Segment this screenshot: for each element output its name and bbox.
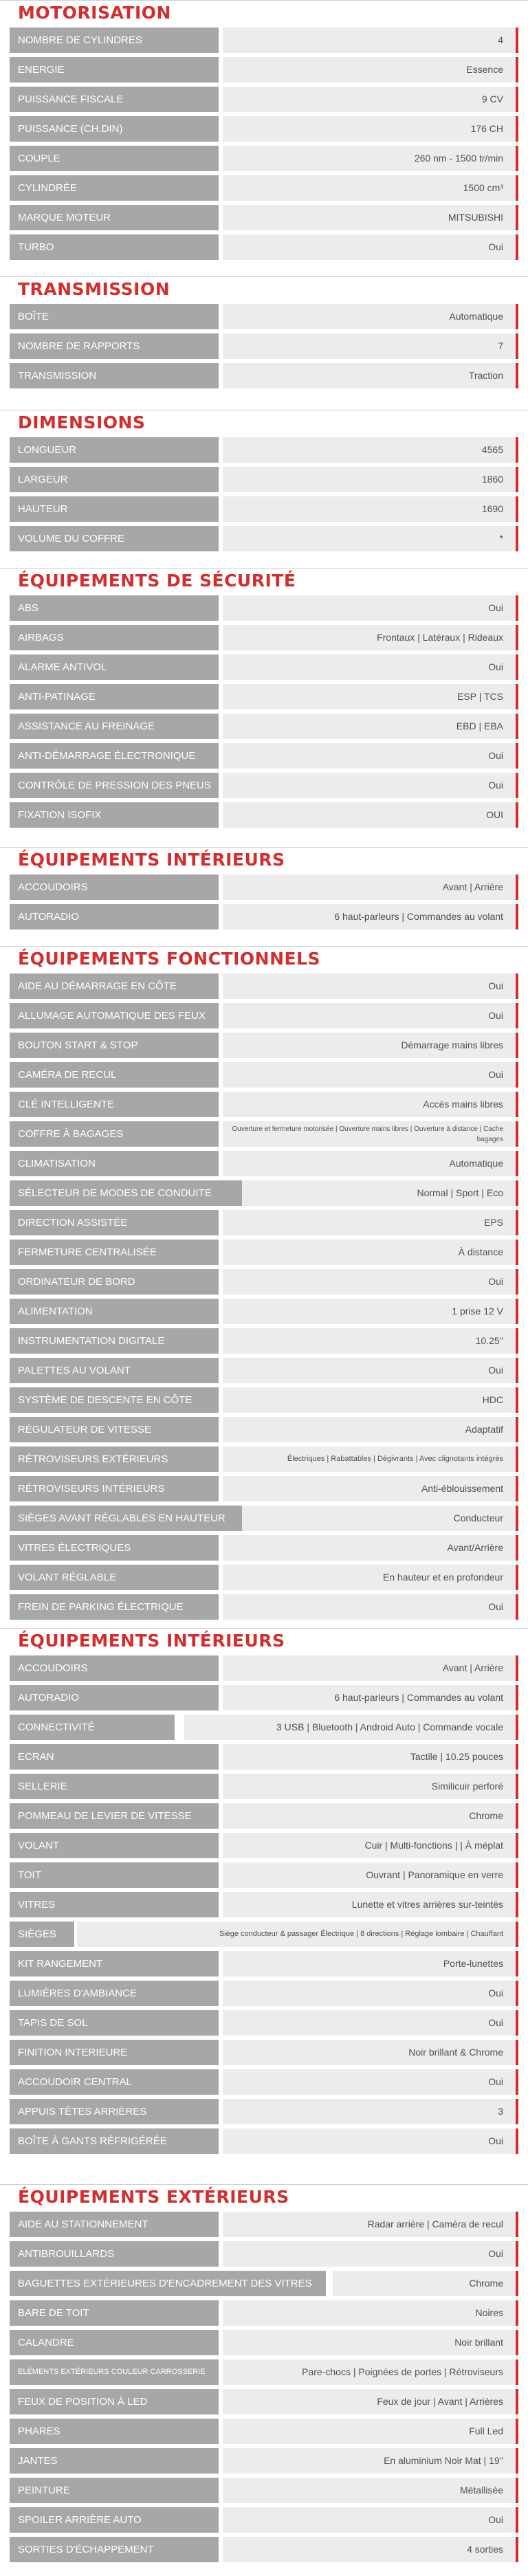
spec-value: 6 haut-parleurs | Commandes au volant xyxy=(223,904,518,929)
spec-row xyxy=(0,1592,528,1622)
spec-value: Automatique xyxy=(223,1151,518,1176)
section-6 xyxy=(0,1628,528,2156)
spec-label: ALIMENTATION xyxy=(10,1299,219,1324)
spec-row xyxy=(0,1178,528,1208)
spec-value: 9 CV xyxy=(223,87,518,112)
spec-row xyxy=(0,1890,528,1919)
spec-label: ALLUMAGE AUTOMATIQUE DES FEUX xyxy=(10,1003,219,1028)
spec-label: LUMIÈRES D'AMBIANCE xyxy=(10,1981,219,2006)
spec-label: PEINTURE xyxy=(10,2478,219,2503)
spec-label: ORDINATEUR DE BORD xyxy=(10,1269,219,1295)
spec-label: AIDE AU DÉMARRAGE EN CÔTE xyxy=(10,973,219,999)
spec-row xyxy=(0,1919,528,1949)
spec-label: ANTIBROUILLARDS xyxy=(10,2241,219,2267)
spec-row xyxy=(0,2239,528,2269)
section-title: ÉQUIPEMENTS FONCTIONNELS xyxy=(0,946,528,971)
spec-row xyxy=(0,1563,528,1592)
spec-value: Lunette et vitres arrières sur-teintés xyxy=(223,1892,518,1917)
spec-value: Normal | Sport | Eco xyxy=(242,1180,518,1206)
spec-row xyxy=(0,971,528,1001)
spec-value: Anti-éblouissement xyxy=(223,1476,518,1501)
spec-label: HAUTEUR xyxy=(10,496,219,522)
spec-label: SORTIES D'ÉCHAPPEMENT xyxy=(10,2537,219,2562)
spec-value: Siège conducteur & passager Électrique | 8 directions | Réglage lombaire | Chauffant xyxy=(77,1922,518,1947)
section-5 xyxy=(0,946,528,1622)
spec-label: LARGEUR xyxy=(10,467,219,492)
spec-value: 4 xyxy=(223,27,518,53)
spec-row xyxy=(0,2067,528,2097)
spec-label: NOMBRE DE RAPPORTS xyxy=(10,333,219,359)
spec-value: Oui xyxy=(223,2241,518,2267)
spec-value: Feux de jour | Avant | Arrières xyxy=(223,2389,518,2414)
spec-value: Démarrage mains libres xyxy=(223,1033,518,1058)
spec-value: En hauteur et en profondeur xyxy=(223,1565,518,1590)
spec-row xyxy=(0,1237,528,1267)
spec-value: Oui xyxy=(223,654,518,680)
spec-row xyxy=(0,652,528,682)
spec-value: Oui xyxy=(223,743,518,769)
spec-value: Oui xyxy=(223,595,518,621)
section-7 xyxy=(0,2184,528,2564)
spec-value: En aluminium Noir Mat | 19'' xyxy=(223,2448,518,2474)
section-0 xyxy=(0,0,528,262)
spec-row xyxy=(0,2417,528,2446)
spec-label: FIXATION ISOFIX xyxy=(10,802,219,828)
spec-value: Oui xyxy=(223,2069,518,2095)
spec-row xyxy=(0,682,528,712)
spec-label: ALARME ANTIVOL xyxy=(10,654,219,680)
spec-value: Oui xyxy=(223,973,518,999)
spec-row xyxy=(0,1653,528,1683)
spec-row xyxy=(0,1060,528,1090)
spec-row xyxy=(0,1149,528,1178)
spec-row xyxy=(0,232,528,262)
section-2 xyxy=(0,410,528,553)
spec-label: SPOILER ARRIÈRE AUTO xyxy=(10,2507,219,2533)
section-title: ÉQUIPEMENTS INTÉRIEURS xyxy=(0,847,528,872)
spec-row xyxy=(0,465,528,494)
spec-row xyxy=(0,623,528,652)
spec-value: Oui xyxy=(223,1358,518,1383)
spec-row xyxy=(0,593,528,623)
spec-label: COUPLE xyxy=(10,146,219,171)
spec-label: ACCOUDOIRS xyxy=(10,874,219,900)
spec-value: Oui xyxy=(223,2128,518,2154)
spec-row xyxy=(0,872,528,902)
spec-label: SIÈGES AVANT RÉGLABLES EN HAUTEUR xyxy=(10,1506,243,1531)
spec-value: OUI xyxy=(223,802,518,828)
spec-value: Oui xyxy=(223,1594,518,1620)
spec-label: AIRBAGS xyxy=(10,625,219,650)
spec-label: LONGUEUR xyxy=(10,437,219,463)
spec-value: 1500 cm³ xyxy=(223,175,518,201)
spec-label: BARE DE TOIT xyxy=(10,2300,219,2326)
spec-label: TAPIS DE SOL xyxy=(10,2010,219,2036)
spec-row xyxy=(0,771,528,800)
section-title: DIMENSIONS xyxy=(0,410,528,435)
spec-value: Électriques | Rabattables | Dégivrants | Avec clignotants intégrés xyxy=(223,1446,518,1472)
spec-value: EPS xyxy=(223,1210,518,1235)
spec-row xyxy=(0,1831,528,1860)
section-title: ÉQUIPEMENTS EXTÉRIEURS xyxy=(0,2184,528,2210)
spec-value: 1860 xyxy=(223,467,518,492)
spec-row xyxy=(0,1713,528,1742)
spec-label: PUISSANCE (CH.DIN) xyxy=(10,116,219,142)
spec-label: BOUTON START & STOP xyxy=(10,1033,219,1058)
spec-value: Frontaux | Latéraux | Rideaux xyxy=(223,625,518,650)
spec-label: BOÎTE xyxy=(10,304,219,329)
spec-label: CLÉ INTELLIGENTE xyxy=(10,1092,219,1117)
spec-row xyxy=(0,800,528,830)
spec-value: HDC xyxy=(223,1387,518,1413)
spec-value: 1 prise 12 V xyxy=(223,1299,518,1324)
spec-value: Cuir | Multi-fonctions | | À méplat xyxy=(223,1833,518,1858)
spec-value: ESP | TCS xyxy=(223,684,518,709)
spec-label: BOÎTE À GANTS RÉFRIGÉRÉE xyxy=(10,2128,219,2154)
spec-value: À distance xyxy=(223,1240,518,1265)
spec-value: Tactile | 10.25 pouces xyxy=(223,1744,518,1770)
spec-value: Chrome xyxy=(223,1803,518,1829)
spec-value: Noir brillant xyxy=(223,2330,518,2355)
spec-row xyxy=(0,1208,528,1237)
spec-label: RÉGULATEUR DE VITESSE xyxy=(10,1417,219,1442)
spec-row xyxy=(0,1979,528,2008)
spec-value: 4 sorties xyxy=(223,2537,518,2562)
spec-row xyxy=(0,1949,528,1979)
spec-value: MITSUBISHI xyxy=(223,205,518,230)
spec-label: CONTRÔLE DE PRESSION DES PNEUS xyxy=(10,773,219,798)
spec-row xyxy=(0,902,528,932)
spec-label: VOLUME DU COFFRE xyxy=(10,526,219,551)
spec-row xyxy=(0,712,528,741)
spec-row xyxy=(0,1533,528,1563)
spec-row xyxy=(0,2328,528,2357)
spec-value: 1690 xyxy=(223,496,518,522)
spec-row xyxy=(0,2210,528,2239)
spec-label: COFFRE À BAGAGES xyxy=(10,1121,219,1147)
spec-row xyxy=(0,2446,528,2476)
spec-label: VOLANT xyxy=(10,1833,219,1858)
spec-label: TOIT xyxy=(10,1862,219,1888)
spec-row xyxy=(0,144,528,173)
spec-row xyxy=(0,1504,528,1533)
spec-row xyxy=(0,331,528,361)
spec-row xyxy=(0,302,528,331)
spec-row xyxy=(0,1119,528,1149)
spec-label: ACCOUDOIR CENTRAL xyxy=(10,2069,219,2095)
spec-row xyxy=(0,2097,528,2126)
section-1 xyxy=(0,276,528,390)
spec-value: Oui xyxy=(223,1269,518,1295)
spec-value: Oui xyxy=(223,234,518,260)
spec-value: 3 xyxy=(223,2099,518,2124)
spec-label: FREIN DE PARKING ÉLECTRIQUE xyxy=(10,1594,219,1620)
spec-label: ASSISTANCE AU FREINAGE xyxy=(10,714,219,739)
spec-value: Oui xyxy=(223,773,518,798)
spec-label: INSTRUMENTATION DIGITALE xyxy=(10,1328,219,1354)
spec-label: SELLERIE xyxy=(10,1774,219,1799)
spec-label: ABS xyxy=(10,595,219,621)
spec-row xyxy=(0,2505,528,2535)
spec-row xyxy=(0,1297,528,1326)
spec-label: POMMEAU DE LEVIER DE VITESSE xyxy=(10,1803,219,1829)
spec-value: Essence xyxy=(223,57,518,82)
spec-label: FINITION INTERIEURE xyxy=(10,2040,219,2065)
spec-row xyxy=(0,1772,528,1801)
spec-label: RÉTROVISEURS INTÉRIEURS xyxy=(10,1476,219,1501)
spec-value: Noir brillant & Chrome xyxy=(223,2040,518,2065)
spec-row xyxy=(0,114,528,144)
spec-row xyxy=(0,1683,528,1713)
spec-value: 260 nm - 1500 tr/min xyxy=(223,146,518,171)
spec-value: Avant/Arrière xyxy=(223,1535,518,1561)
spec-row xyxy=(0,361,528,390)
section-title: ÉQUIPEMENTS INTÉRIEURS xyxy=(0,1628,528,1653)
spec-value: Ouverture et fermeture motorisée | Ouverture mains libres | Ouverture à distance | Cache bagages xyxy=(223,1121,518,1147)
section-title: ÉQUIPEMENTS DE SÉCURITÉ xyxy=(0,568,528,593)
spec-value: 10.25'' xyxy=(223,1328,518,1354)
spec-label: SÉLECTEUR DE MODES DE CONDUITE xyxy=(10,1180,243,1206)
spec-row xyxy=(0,55,528,85)
spec-row xyxy=(0,1326,528,1356)
spec-row xyxy=(0,1267,528,1297)
spec-row xyxy=(0,1801,528,1831)
spec-row xyxy=(0,524,528,553)
spec-value: Traction xyxy=(223,363,518,388)
spec-label: CONNECTIVITÉ xyxy=(10,1715,175,1740)
spec-value: * xyxy=(223,526,518,551)
spec-value: Avant | Arrière xyxy=(223,1655,518,1681)
spec-row xyxy=(0,1356,528,1385)
spec-label: PHARES xyxy=(10,2419,219,2444)
section-3 xyxy=(0,568,528,830)
spec-label: ANTI-PATINAGE xyxy=(10,684,219,709)
spec-label: PALETTES AU VOLANT xyxy=(10,1358,219,1383)
spec-label: KIT RANGEMENT xyxy=(10,1951,219,1977)
spec-row xyxy=(0,1742,528,1772)
spec-label: CYLINDRÉE xyxy=(10,175,219,201)
spec-value: Oui xyxy=(223,2507,518,2533)
spec-row xyxy=(0,2357,528,2387)
spec-label: JANTES xyxy=(10,2448,219,2474)
spec-label: AUTORADIO xyxy=(10,1685,219,1710)
spec-row xyxy=(0,2008,528,2038)
spec-value: Porte-lunettes xyxy=(223,1951,518,1977)
spec-label: VOLANT RÉGLABLE xyxy=(10,1565,219,1590)
spec-label: FEUX DE POSITION À LED xyxy=(10,2389,219,2414)
spec-row xyxy=(0,494,528,524)
spec-row xyxy=(0,2476,528,2505)
spec-value: Métallisée xyxy=(223,2478,518,2503)
spec-row xyxy=(0,1031,528,1060)
spec-label: APPUIS TÊTES ARRIÈRES xyxy=(10,2099,219,2124)
spec-label: TURBO xyxy=(10,234,219,260)
spec-row xyxy=(0,2387,528,2417)
spec-row xyxy=(0,85,528,114)
spec-row xyxy=(0,1385,528,1415)
spec-label: BAGUETTES EXTÉRIEURES D'ENCADREMENT DES VITRES xyxy=(10,2271,326,2296)
spec-value: Pare-chocs | Poignées de portes | Rétroviseurs xyxy=(223,2359,518,2385)
spec-row xyxy=(0,2535,528,2564)
spec-value: Noires xyxy=(223,2300,518,2326)
spec-label: CAMÉRA DE RECUL xyxy=(10,1062,219,1088)
spec-label: NOMBRE DE CYLINDRES xyxy=(10,27,219,53)
spec-value: Avant | Arrière xyxy=(223,874,518,900)
spec-value: Similicuir perforé xyxy=(223,1774,518,1799)
spec-row xyxy=(0,1090,528,1119)
spec-label: MARQUE MOTEUR xyxy=(10,205,219,230)
spec-row xyxy=(0,1474,528,1504)
spec-label: ENERGIE xyxy=(10,57,219,82)
spec-label: RÉTROVISEURS EXTÉRIEURS xyxy=(10,1446,219,1472)
spec-value: 4565 xyxy=(223,437,518,463)
spec-value: Oui xyxy=(223,1062,518,1088)
spec-row xyxy=(0,203,528,232)
spec-value: EBD | EBA xyxy=(223,714,518,739)
spec-label: AIDE AU STATIONNEMENT xyxy=(10,2212,219,2237)
spec-row xyxy=(0,2298,528,2328)
spec-value: Ouvrant | Panoramique en verre xyxy=(223,1862,518,1888)
spec-label: ECRAN xyxy=(10,1744,219,1770)
spec-label: ANTI-DÉMARRAGE ÉLECTRONIQUE xyxy=(10,743,219,769)
spec-value: Chrome xyxy=(333,2271,518,2296)
spec-label: CLIMATISATION xyxy=(10,1151,219,1176)
spec-value: Accès mains libres xyxy=(223,1092,518,1117)
section-title: TRANSMISSION xyxy=(0,276,528,302)
spec-label: AUTORADIO xyxy=(10,904,219,929)
section-4 xyxy=(0,847,528,932)
spec-label: ELÉMENTS EXTÉRIEURS COULEUR CARROSSERIE xyxy=(10,2359,219,2385)
spec-row xyxy=(0,173,528,203)
spec-row xyxy=(0,2038,528,2067)
spec-row xyxy=(0,2126,528,2156)
spec-label: SYSTÈME DE DESCENTE EN CÔTE xyxy=(10,1387,219,1413)
spec-value: 6 haut-parleurs | Commandes au volant xyxy=(223,1685,518,1710)
spec-label: VITRES ÉLECTRIQUES xyxy=(10,1535,219,1561)
spec-label: CALANDRE xyxy=(10,2330,219,2355)
spec-value: Oui xyxy=(223,1003,518,1028)
spec-value: Automatique xyxy=(223,304,518,329)
spec-label: PUISSANCE FISCALE xyxy=(10,87,219,112)
spec-value: Full Led xyxy=(223,2419,518,2444)
spec-row xyxy=(0,1860,528,1890)
spec-row xyxy=(0,741,528,771)
spec-value: 3 USB | Bluetooth | Android Auto | Commande vocale xyxy=(184,1715,518,1740)
spec-label: SIÈGES xyxy=(10,1922,74,1947)
spec-value: Adaptatif xyxy=(223,1417,518,1442)
spec-value: 176 CH xyxy=(223,116,518,142)
spec-row xyxy=(0,25,528,55)
section-title: MOTORISATION xyxy=(0,0,528,25)
spec-label: DIRECTION ASSISTÉE xyxy=(10,1210,219,1235)
spec-row xyxy=(0,1415,528,1444)
spec-row xyxy=(0,2269,528,2298)
spec-row xyxy=(0,435,528,465)
spec-label: ACCOUDOIRS xyxy=(10,1655,219,1681)
spec-value: Radar arrière | Caméra de recul xyxy=(223,2212,518,2237)
spec-value: Oui xyxy=(223,1981,518,2006)
spec-value: Oui xyxy=(223,2010,518,2036)
spec-label: FERMETURE CENTRALISÉE xyxy=(10,1240,219,1265)
spec-value: Conducteur xyxy=(242,1506,518,1531)
spec-value: 7 xyxy=(223,333,518,359)
spec-label: VITRES xyxy=(10,1892,219,1917)
spec-row xyxy=(0,1444,528,1474)
spec-label: TRANSMISSION xyxy=(10,363,219,388)
spec-row xyxy=(0,1001,528,1031)
